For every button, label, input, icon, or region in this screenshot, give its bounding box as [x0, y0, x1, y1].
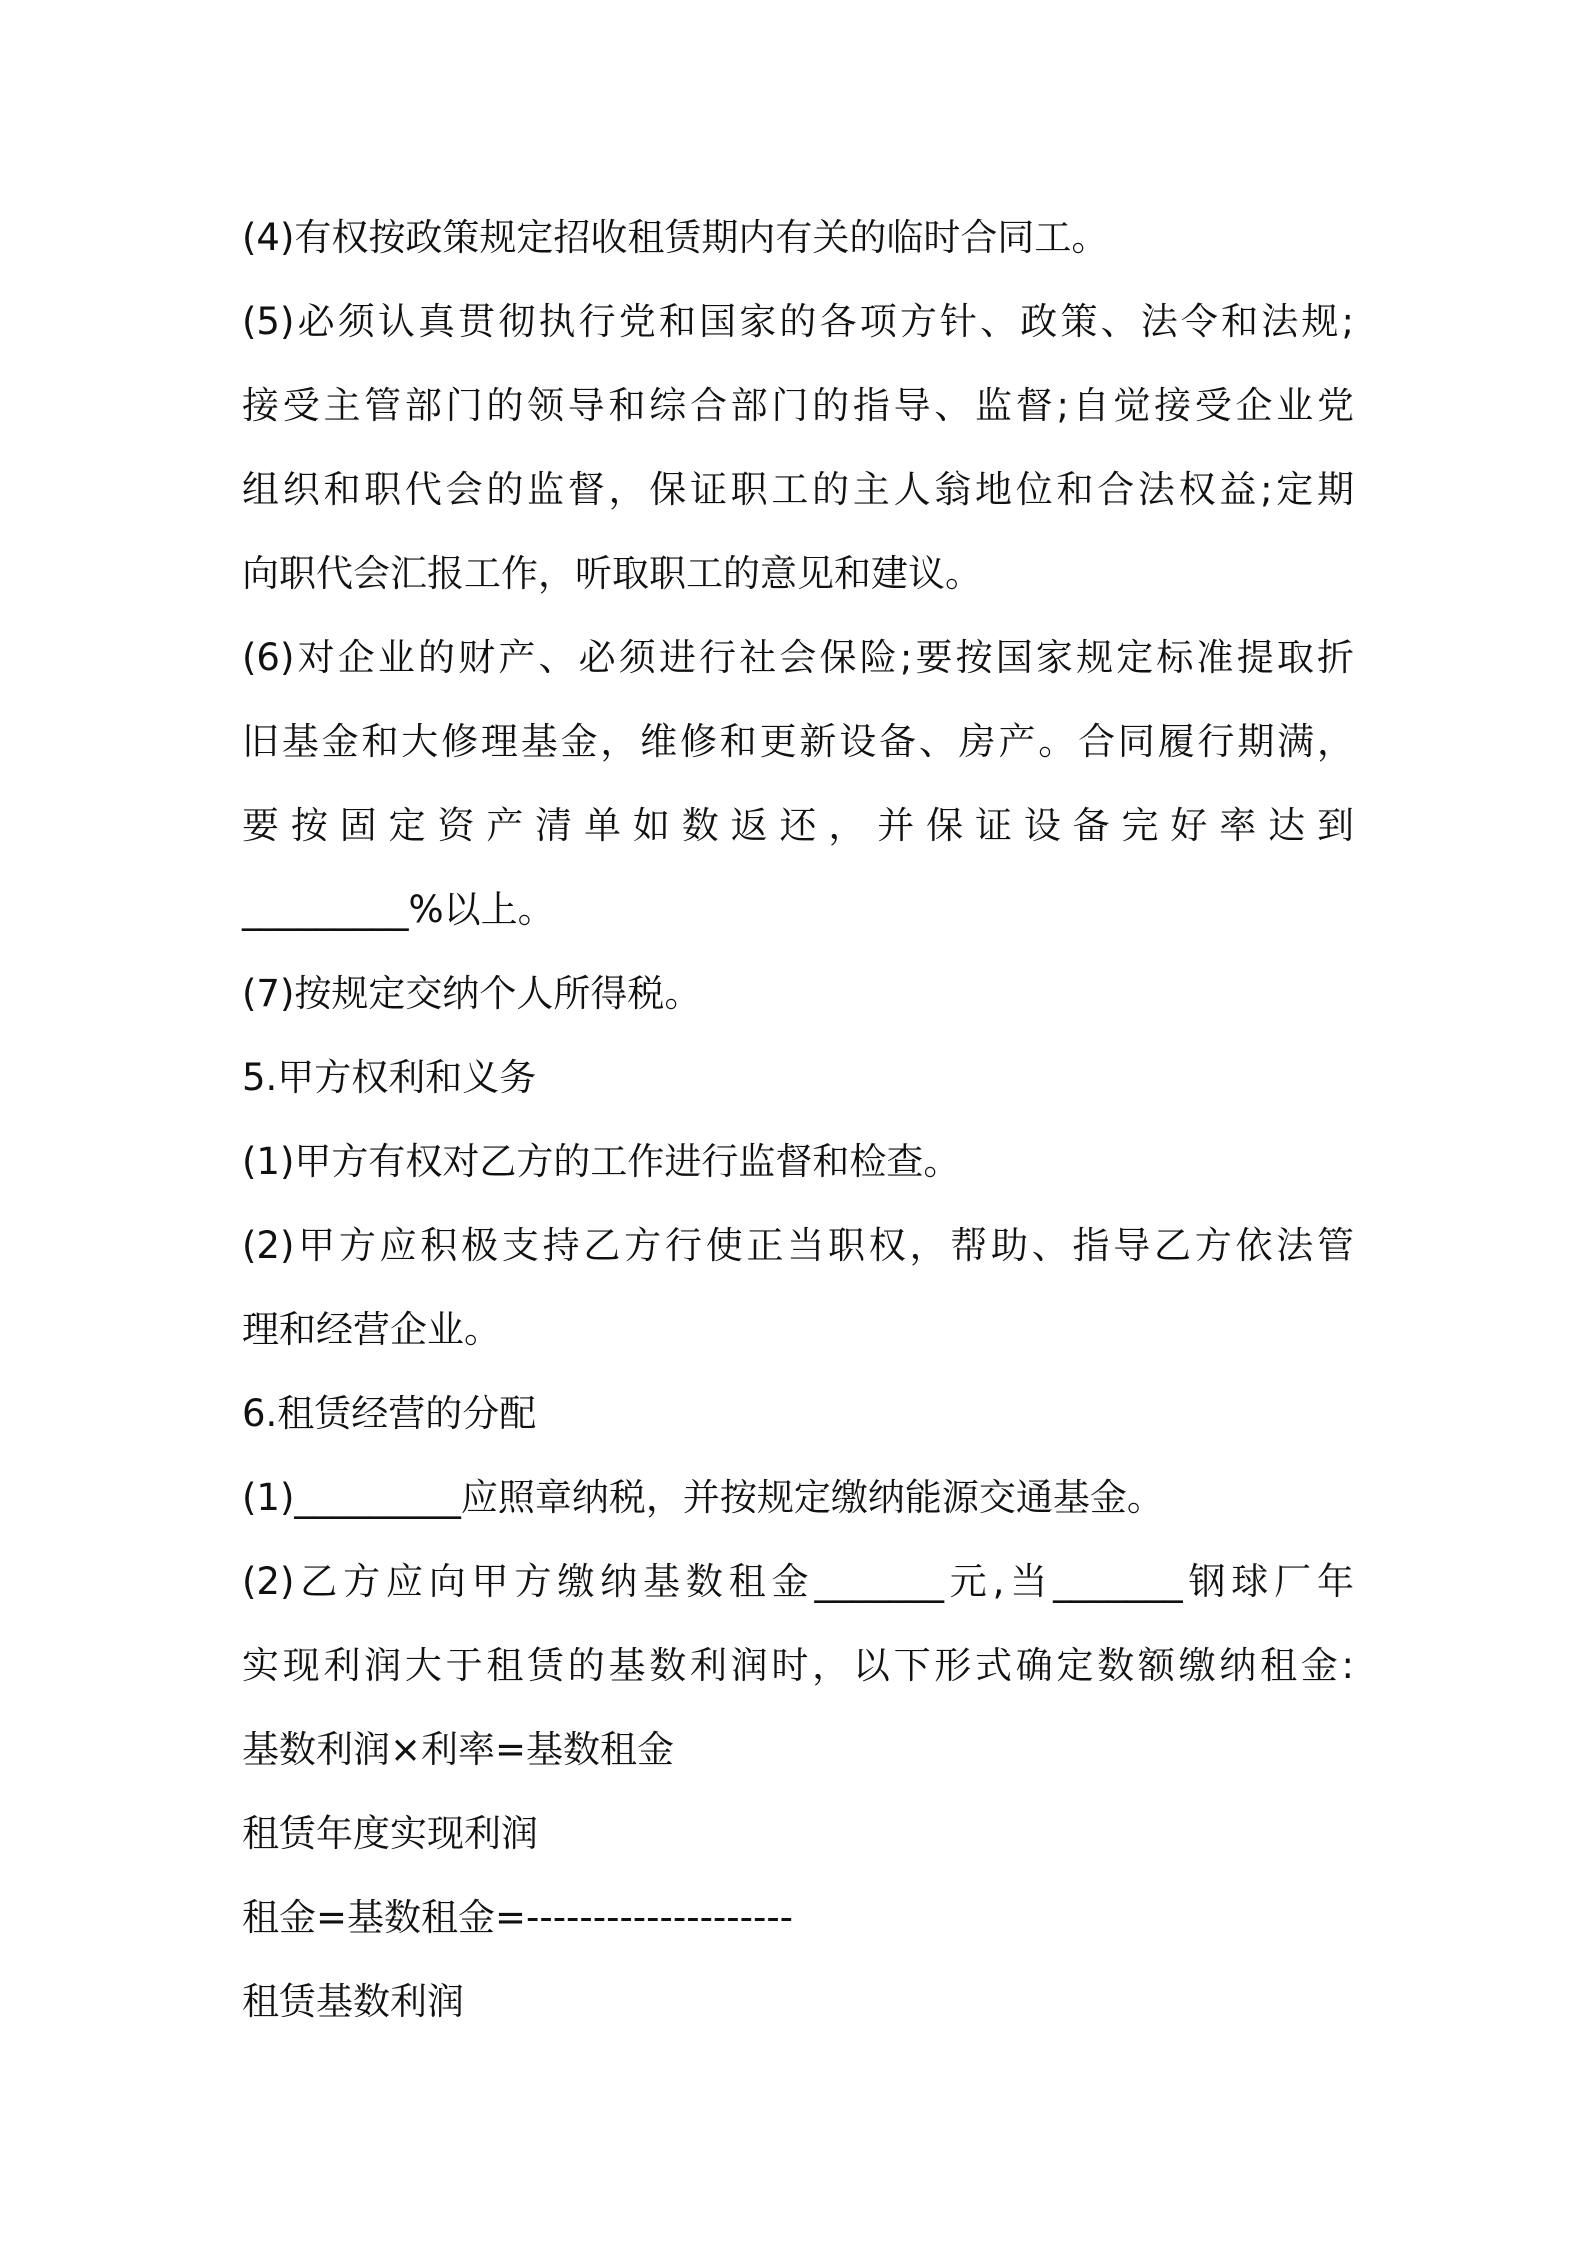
text-line-party-a-item-1: (1)甲方有权对乙方的工作进行监督和检查。 — [242, 1140, 961, 1183]
section-heading-distribution: 6.租赁经营的分配 — [242, 1392, 537, 1435]
text-line-lessee-item-6d: _________%以上。 — [242, 888, 555, 931]
text-line-party-a-item-2b: 理和经营企业。 — [242, 1308, 501, 1351]
formula-line-base-rent: 基数利润×利率=基数租金 — [242, 1728, 675, 1771]
formula-line-denominator: 租赁基数利润 — [242, 1980, 464, 2023]
text-line-distribution-item-2a: (2)乙方应向甲方缴纳基数租金_______元,当_______钢球厂年 — [242, 1560, 1354, 1603]
text-line-lessee-item-6a: (6)对企业的财产、必须进行社会保险;要按国家规定标准提取折 — [242, 636, 1354, 679]
formula-line-rent: 租金=基数租金=-------------------- — [242, 1896, 794, 1939]
document-body — [242, 196, 1354, 2044]
text-line-lessee-item-6c: 要按固定资产清单如数返还，并保证设备完好率达到 — [242, 804, 1354, 847]
formula-line-numerator: 租赁年度实现利润 — [242, 1812, 538, 1855]
section-heading-party-a-rights: 5.甲方权利和义务 — [242, 1056, 537, 1099]
text-line-distribution-item-2b: 实现利润大于租赁的基数利润时，以下形式确定数额缴纳租金: — [242, 1644, 1354, 1687]
text-line-lessee-item-5d: 向职代会汇报工作，听取职工的意见和建议。 — [242, 552, 982, 595]
text-line-lessee-item-6b: 旧基金和大修理基金，维修和更新设备、房产。合同履行期满， — [242, 720, 1354, 763]
text-line-lessee-item-5c: 组织和职代会的监督，保证职工的主人翁地位和合法权益;定期 — [242, 468, 1354, 511]
text-line-distribution-item-1: (1)_________应照章纳税，并按规定缴纳能源交通基金。 — [242, 1476, 1164, 1519]
text-line-party-a-item-2a: (2)甲方应积极支持乙方行使正当职权，帮助、指导乙方依法管 — [242, 1224, 1354, 1267]
text-line-lessee-item-5a: (5)必须认真贯彻执行党和国家的各项方针、政策、法令和法规; — [242, 300, 1354, 343]
text-line-lessee-item-5b: 接受主管部门的领导和综合部门的指导、监督;自觉接受企业党 — [242, 384, 1354, 427]
text-line-lessee-item-7: (7)按规定交纳个人所得税。 — [242, 972, 702, 1015]
text-line-lessee-item-4: (4)有权按政策规定招收租赁期内有关的临时合同工。 — [242, 216, 1109, 259]
